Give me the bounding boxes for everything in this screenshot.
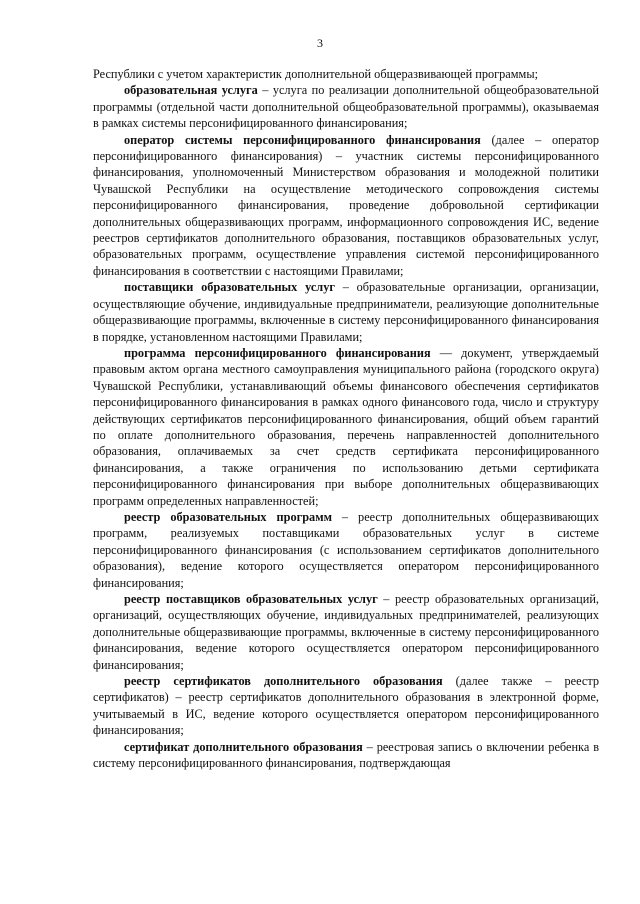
- definition-term: образовательная услуга: [124, 83, 258, 98]
- definition-paragraph: [93, 82, 599, 131]
- definition-paragraph: [93, 345, 599, 509]
- paragraph-continuation: [93, 66, 599, 82]
- definition-term: оператор системы персонифицированного финансирования: [124, 132, 481, 147]
- definition-paragraph: [93, 132, 599, 280]
- definition-paragraph: [93, 673, 599, 739]
- definition-text: – реестровая запись о включении ребенка в систему персонифицированного финансирования, подтверждающая: [93, 739, 599, 771]
- definition-term: реестр сертификатов дополнительного образования: [124, 674, 443, 689]
- definition-text: – реестр дополнительных общеразвивающих программ, реализуемых поставщиками образовательных услуг в системе персонифицированного финансирования (с использованием сертификатов дополнительного образования), ведение которого осуществляется оператором персонифицированного финансирования;: [93, 509, 600, 590]
- definition-text: – услуга по реализации дополнительной общеобразовательной программы (отдельной части дополнительной общеобразовательной программы), оказываемая в рамках системы персонифицированного финансирования;: [93, 83, 599, 131]
- definition-term: сертификат дополнительного образования: [124, 739, 363, 754]
- definition-paragraph: [93, 279, 599, 345]
- definition-paragraph: [93, 509, 599, 591]
- definition-text: (далее также – реестр сертификатов) – реестр сертификатов дополнительного образования в электронной форме, учитываемый в ИС, ведение которого осуществляется оператором персонифицированного финансирования;: [93, 674, 599, 738]
- paragraph-text: Республики с учетом характеристик дополнительной общеразвивающей программы;: [93, 67, 539, 81]
- definition-text: – образовательные организации, организации, осуществляющие обучение, индивидуальные предприниматели, реализующие дополнительные общеразвивающие программы, включенные в систему персонифицированного финансирования в порядке, установленном настоящими Правилами;: [93, 280, 599, 344]
- definition-term: реестр образовательных программ: [124, 509, 332, 524]
- definition-paragraph: [93, 591, 599, 673]
- definition-text: — документ, утверждаемый правовым актом органа местного самоуправления муниципального района (городского округа) Чувашской Республики, устанавливающий объемы финансового обеспечения сертификатов персонифицированного финансирования в рамках одного финансового года, число и структуру действующих сертификатов персонифицированного финансирования, общий объем гарантий по оплате дополнительного образования, перечень направленностей дополнительного образования, оплачиваемых за счет средств сертификата персонифицированного финансирования, а также ограничения по использованию детьми сертификата персонифицированного финансирования при выборе дополнительных общеразвивающих программ определенных направленностей;: [93, 345, 599, 508]
- document-body: [93, 66, 599, 771]
- definition-term: реестр поставщиков образовательных услуг: [124, 592, 378, 606]
- definition-text: – реестр образовательных организаций, организаций, осуществляющих обучение, индивидуальных предпринимателей, реализующих дополнительные общеразвивающие программы, включенные в систему персонифицированного финансирования, ведение которого осуществляется оператором персонифицированного финансирования;: [93, 592, 599, 672]
- definition-term: поставщики образовательных услуг: [124, 280, 335, 295]
- definition-term: программа персонифицированного финансирования: [124, 345, 431, 360]
- definition-text: (далее – оператор персонифицированного финансирования) – участник системы персонифицированного финансирования, уполномоченный Министерством образования и молодежной политики Чувашской Республики на осуществление методического сопровождения системы персонифицированного финансирования, проведение добровольной сертификации дополнительных общеразвивающих программ, информационного сопровождения ИС, ведение реестров сертификатов дополнительного образования, поставщиков образовательных услуг, образовательных программ, осуществление управления системой персонифицированного финансирования в соответствии с настоящими Правилами;: [93, 132, 600, 278]
- page-number: 3: [317, 36, 323, 50]
- definition-paragraph: [93, 739, 599, 772]
